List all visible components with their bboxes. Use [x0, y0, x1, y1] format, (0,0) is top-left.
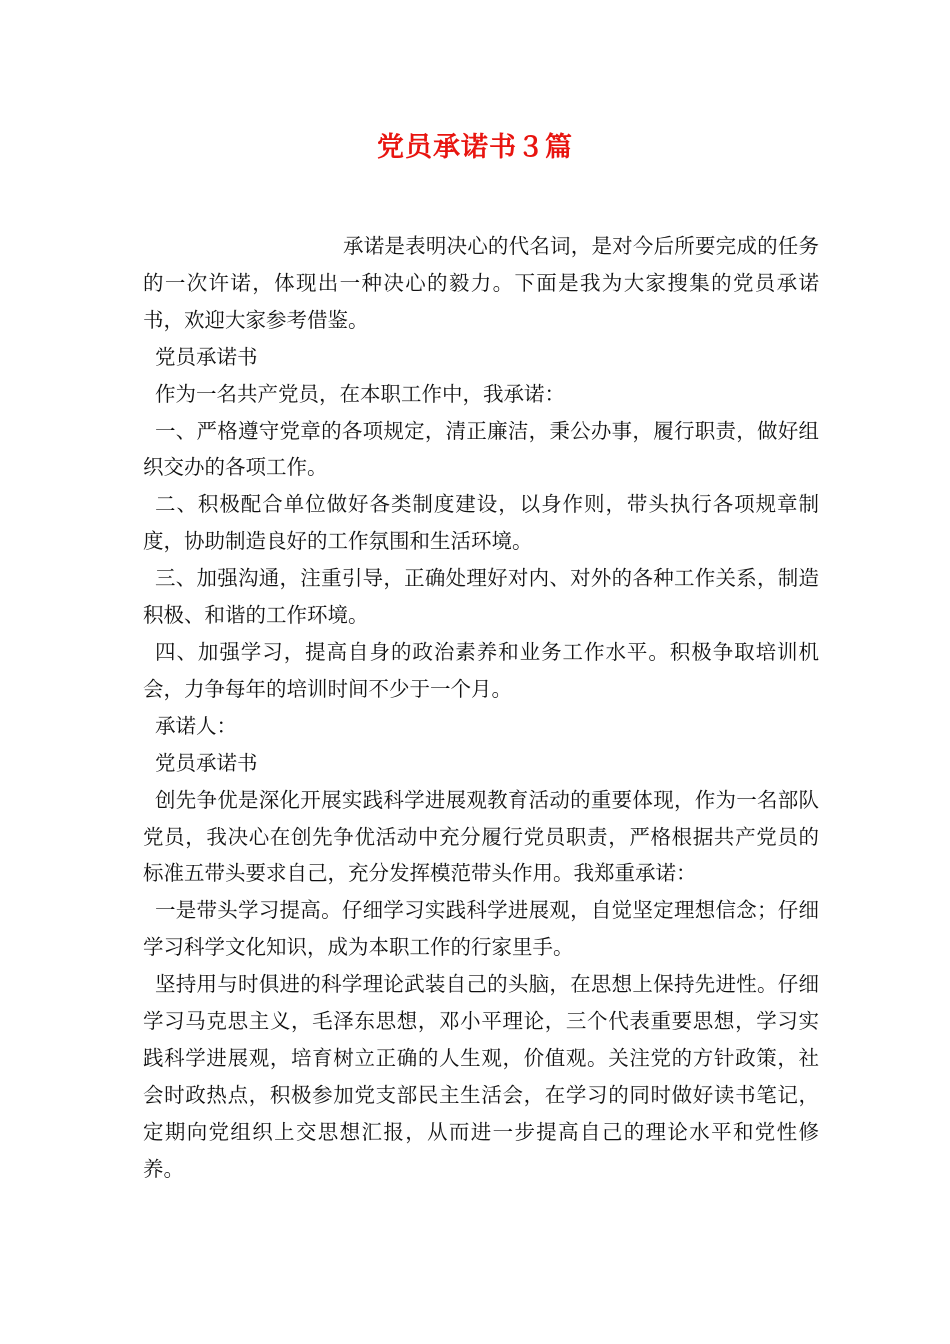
intro-paragraph: 承诺是表明决心的代名词，是对今后所要完成的任务的一次许诺，体现出一种决心的毅力。下面是我为大家搜集的党员承诺书，欢迎大家参考借鉴。	[143, 234, 819, 332]
document-title: 党员承诺书３篇	[377, 132, 573, 163]
paragraph: 创先争优是深化开展实践科学进展观教育活动的重要体现，作为一名部队党员，我决心在创先争优活动中充分履行党员职责，严格根据共产党员的标准五带头要求自己，充分发挥模范带头作用。我郑重承诺：	[143, 787, 819, 886]
paragraph: 一是带头学习提高。仔细学习实践科学进展观，自觉坚定理想信念；仔细学习科学文化知识，成为本职工作的行家里手。	[143, 898, 819, 960]
paragraph: 一、严格遵守党章的各项规定，清正廉洁，秉公办事，履行职责，做好组织交办的各项工作。	[143, 418, 819, 480]
paragraph: 三、加强沟通，注重引导，正确处理好对内、对外的各种工作关系，制造积极、和谐的工作环境。	[143, 566, 819, 628]
document-body	[143, 228, 819, 1188]
section-heading: 党员承诺书	[155, 750, 258, 775]
paragraph: 坚持用与时俱进的科学理论武装自己的头脑，在思想上保持先进性。仔细学习马克思主义，毛泽东思想，邓小平理论，三个代表重要思想，学习实践科学进展观，培育树立正确的人生观，价值观。关注党的方针政策，社会时政热点，积极参加党支部民主生活会，在学习的同时做好读书笔记，定期向党组织上交思想汇报，从而进一步提高自己的理论水平和党性修养。	[143, 972, 819, 1181]
paragraph: 作为一名共产党员，在本职工作中，我承诺：	[155, 381, 565, 406]
section-heading: 党员承诺书	[155, 344, 258, 369]
signature-label: 承诺人：	[155, 713, 237, 738]
paragraph: 二、积极配合单位做好各类制度建设，以身作则，带头执行各项规章制度，协助制造良好的工作氛围和生活环境。	[143, 492, 819, 554]
paragraph: 四、加强学习，提高自身的政治素养和业务工作水平。积极争取培训机会，力争每年的培训时间不少于一个月。	[143, 639, 819, 701]
